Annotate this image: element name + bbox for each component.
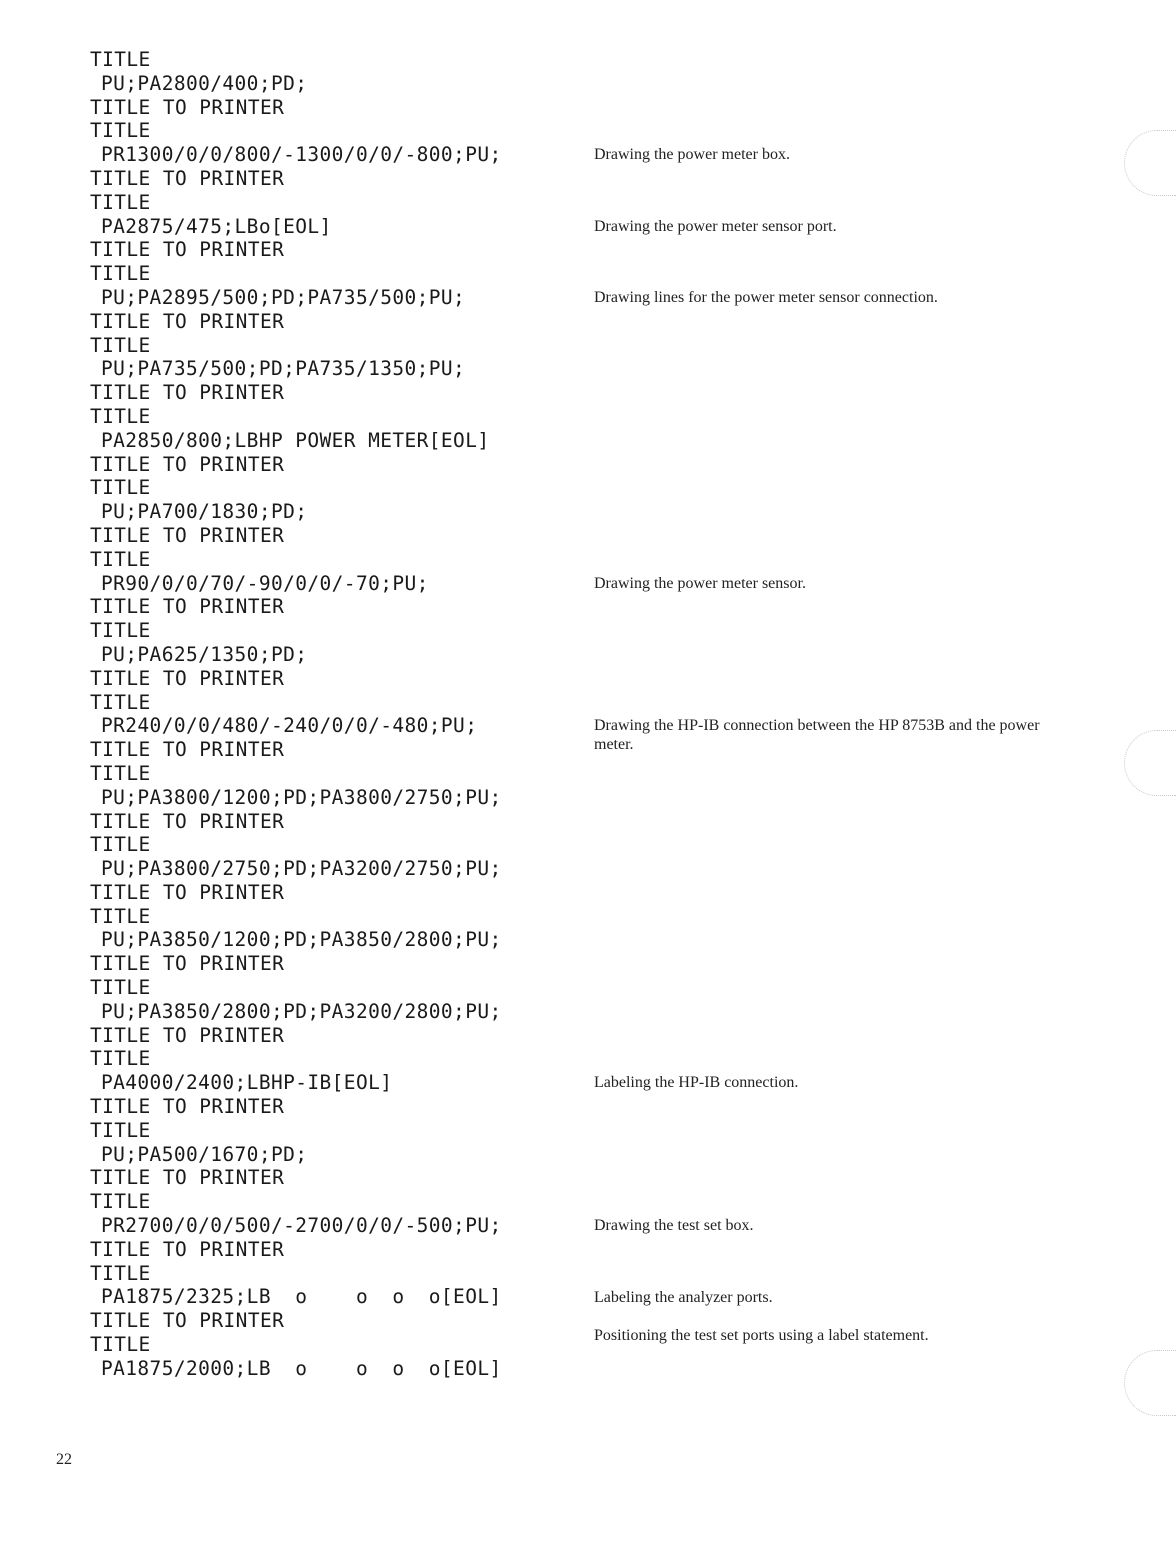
code-title-line: TITLE TO PRINTER [90,1023,285,1047]
code-title-line: TITLE TO PRINTER [90,1166,285,1190]
annotation-note: Drawing the test set box. [594,1217,754,1235]
code-title-line: TITLE TO PRINTER [90,381,285,405]
code-title-line: TITLE [90,1190,151,1214]
code-command-line: PU;PA3800/2750;PD;PA3200/2750;PU; [101,857,502,881]
code-command-line: PR2700/0/0/500/-2700/0/0/-500;PU; [101,1214,502,1238]
code-command-line: PR240/0/0/480/-240/0/0/-480;PU; [101,714,478,738]
code-title-line: TITLE [90,904,151,928]
code-command-line: PA2875/475;LBo[EOL] [101,214,332,238]
code-title-line: TITLE [90,190,151,214]
code-title-line: TITLE TO PRINTER [90,452,285,476]
code-command-line: PA2850/800;LBHP POWER METER[EOL] [101,428,490,452]
code-title-line: TITLE [90,48,151,71]
code-title-line: TITLE TO PRINTER [90,309,285,333]
code-command-line: PU;PA3800/1200;PD;PA3800/2750;PU; [101,785,502,809]
code-title-line: TITLE [90,690,151,714]
code-title-line: TITLE TO PRINTER [90,738,285,762]
code-title-line: TITLE [90,761,151,785]
code-command-line: PU;PA3850/2800;PD;PA3200/2800;PU; [101,999,502,1023]
code-command-line: PA1875/2325;LB o o o o[EOL] [101,1285,502,1309]
code-title-line: TITLE [90,262,151,286]
code-title-line: TITLE TO PRINTER [90,1095,285,1119]
code-title-line: TITLE TO PRINTER [90,666,285,690]
code-title-line: TITLE [90,547,151,571]
code-command-line: PU;PA500/1670;PD; [101,1142,308,1166]
code-command-line: PU;PA3850/1200;PD;PA3850/2800;PU; [101,928,502,952]
code-title-line: TITLE [90,833,151,857]
page-number: 22 [56,1451,72,1468]
code-title-line: TITLE [90,976,151,1000]
code-title-line: TITLE TO PRINTER [90,1309,285,1333]
code-title-line: TITLE [90,333,151,357]
code-command-line: PU;PA625/1350;PD; [101,642,308,666]
annotation-note: Drawing the power meter box. [594,146,790,164]
annotation-note: Positioning the test set ports using a label statement. [594,1326,929,1344]
code-command-line: PU;PA2800/400;PD; [101,71,308,95]
code-command-line: PU;PA700/1830;PD; [101,500,308,524]
code-title-line: TITLE [90,619,151,643]
annotation-note: Labeling the HP-IB connection. [594,1074,799,1092]
code-title-line: TITLE [90,404,151,428]
code-title-line: TITLE [90,476,151,500]
punch-hole-decoration [1124,1350,1176,1416]
code-title-line: TITLE TO PRINTER [90,523,285,547]
code-title-line: TITLE [90,1047,151,1071]
code-title-line: TITLE [90,1118,151,1142]
code-command-line: PU;PA735/500;PD;PA735/1350;PU; [101,357,466,381]
code-title-line: TITLE TO PRINTER [90,595,285,619]
punch-hole-decoration [1124,130,1176,196]
annotation-note: Drawing the HP-IB connection between the HP 8753B and the power meter. [594,717,1040,754]
code-listing [90,48,570,1381]
annotation-note: Drawing the power meter sensor port. [594,217,837,235]
code-title-line: TITLE [90,1333,151,1357]
code-title-line: TITLE TO PRINTER [90,238,285,262]
punch-hole-decoration [1124,730,1176,796]
code-title-line: TITLE [90,119,151,143]
annotation-note: Drawing the power meter sensor. [594,574,806,592]
code-title-line: TITLE TO PRINTER [90,952,285,976]
code-title-line: TITLE TO PRINTER [90,1237,285,1261]
code-command-line: PU;PA2895/500;PD;PA735/500;PU; [101,285,466,309]
annotation-note: Labeling the analyzer ports. [594,1288,773,1306]
code-title-line: TITLE TO PRINTER [90,880,285,904]
code-command-line: PR90/0/0/70/-90/0/0/-70;PU; [101,571,429,595]
code-title-line: TITLE [90,1261,151,1285]
code-title-line: TITLE TO PRINTER [90,166,285,190]
annotation-note: Drawing lines for the power meter sensor connection. [594,289,938,306]
code-command-line: PA1875/2000;LB o o o o[EOL] [101,1356,502,1380]
code-title-line: TITLE TO PRINTER [90,95,285,119]
code-command-line: PA4000/2400;LBHP-IB[EOL] [101,1071,393,1095]
code-title-line: TITLE TO PRINTER [90,809,285,833]
code-command-line: PR1300/0/0/800/-1300/0/0/-800;PU; [101,143,502,167]
